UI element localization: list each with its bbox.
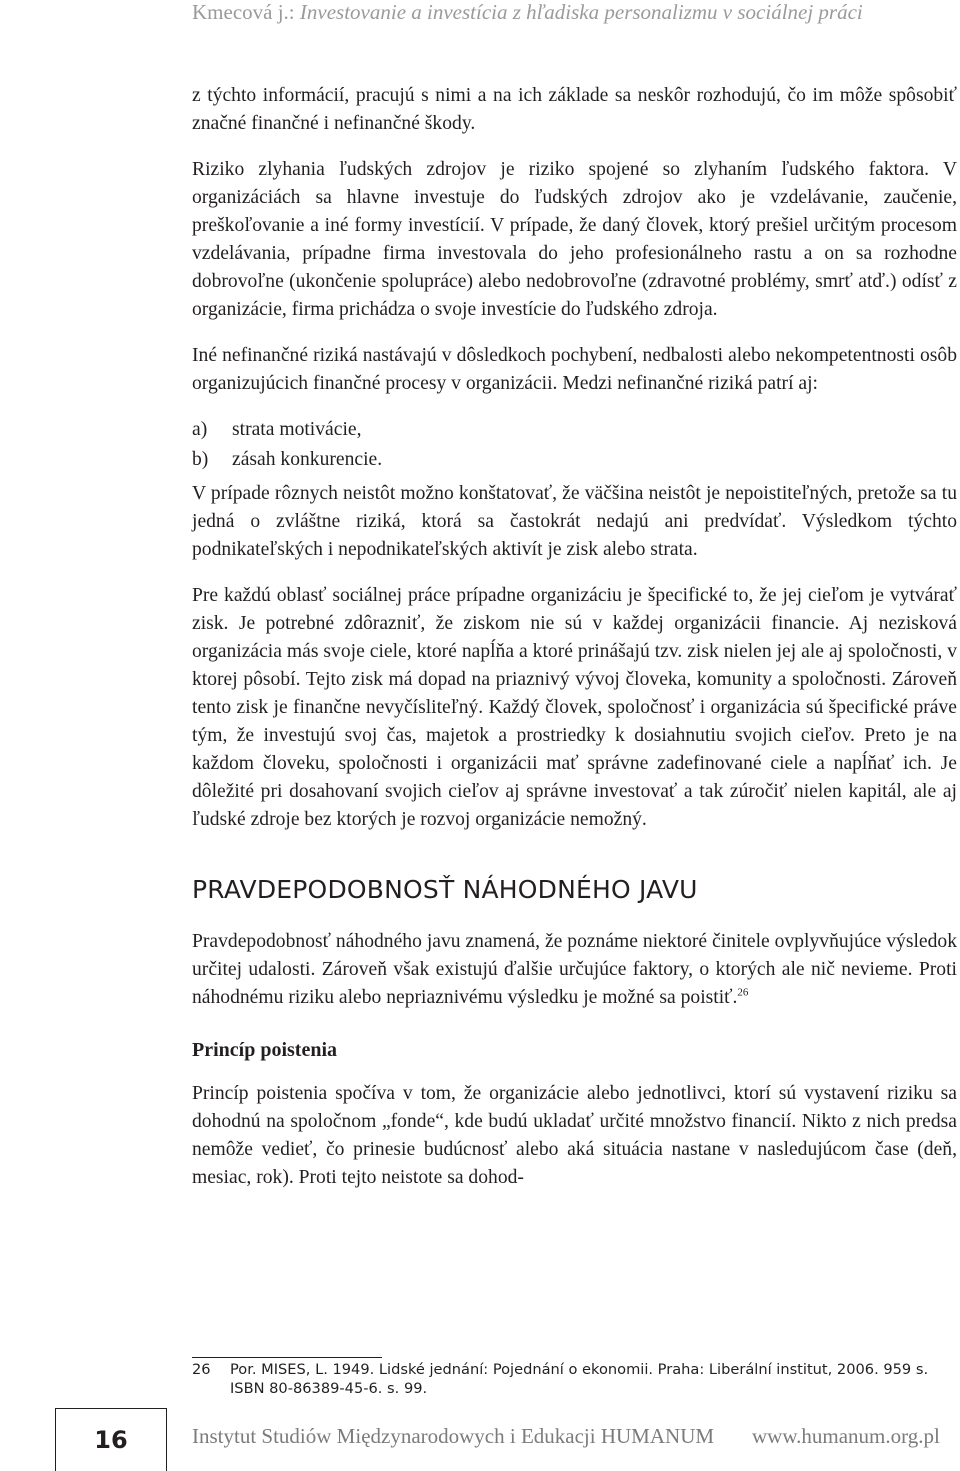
paragraph-3: Iné nefinančné riziká nastávajú v dôsledkoch pochybení, nedbalosti alebo nekompetentnosti osôb organizujúcich finančné procesy v organizácii. Medzi nefinančné riziká patrí aj: <box>192 345 957 394</box>
section-heading: PRAVDEPODOBNOSŤ NÁHODNÉHO JAVU <box>192 875 698 904</box>
paragraph-1: z týchto informácií, pracujú s nimi a na ich základe sa neskôr rozhodujú, čo im môže spôsobiť značné finančné i nefinančné škody. <box>192 85 957 134</box>
paragraph-4: V prípade rôznych neistôt možno konštatovať, že väčšina neistôt je nepoistiteľných, pretože sa tu jedná o zvláštne riziká, ktorá sa častokrát nedajú ani predvídať. Výsledkom týchto podnikateľských i nepodnikateľských aktivít je zisk alebo strata. <box>192 483 957 560</box>
list-marker: a) <box>192 419 208 440</box>
list-marker: b) <box>192 449 209 470</box>
paragraph-2: Riziko zlyhania ľudských zdrojov je riziko spojené so zlyhaním ľudského faktora. V organizáciách sa hlavne investuje do ľudských zdrojov ako je vzdelávanie, zaučenie, preškoľovanie a iné formy investícií. V prípade, že daný človek, ktorý prešiel určitým procesom vzdelávania, prípadne firma investovala do jeho profesionálneho rastu a on sa rozhodne dobrovoľne (ukončenie spolupráce) alebo nedobrovoľne (zdravotné problémy, smrť atď.) odísť z organizácie, firma prichádza o svoje investície do ľudského zdroja. <box>192 159 957 320</box>
footnote <box>192 1360 960 1398</box>
risk-list <box>192 416 957 474</box>
list-item-text: zásah konkurencie. <box>232 449 383 470</box>
header-title: Investovanie a investícia z hľadiska personalizmu v sociálnej práci <box>299 0 863 24</box>
list-item-text: strata motivácie, <box>232 419 362 440</box>
footnote-divider <box>192 1357 382 1358</box>
footnote-text: Por. MISES, L. 1949. Lidské jednání: Pojednání o ekonomii. Praha: Liberální institut, 2006. 959 s. ISBN 80-86389-45-6. s. 99. <box>230 1361 929 1397</box>
running-header <box>192 0 932 24</box>
page-number: 16 <box>55 1408 167 1471</box>
footer-institution: Instytut Studiów Międzynarodowych i Edukacji HUMANUM <box>192 1424 715 1448</box>
list-item <box>192 416 957 444</box>
paragraph-5: Pre každú oblasť sociálnej práce prípadne organizáciu je špecifické to, že jej cieľom je vytvárať zisk. Je potrebné zdôrazniť, že ziskom nie sú v každej organizácii financie. Aj nezisková organizácia más svoje ciele, ktoré napĺňa a ktoré prinášajú tzv. zisk nielen jej ale aj spoločnosti, v ktorej pôsobí. Tejto zisk má dopad na priaznivý vývoj človeka, komunity a spoločnosti. Zároveň tento zisk je finančne nevyčísliteľný. Každý človek, spoločnosť i organizácia sú špecifické práve tým, že investujú svoj čas, majetok a prostriedky k dosiahnutiu svojich cieľov. Preto je na každom človeku, spoločnosti i organizácii mať správne zadefinované ciele a napĺňať ich. Je dôležité pri dosahovaní svojich cieľov aj správne investovať a tak zúročiť nielen kapitál, ale aj ľudské zdroje bez ktorých je rozvoj organizácie nemožný. <box>192 585 957 830</box>
list-item <box>192 446 957 474</box>
footnote-number: 26 <box>192 1361 211 1378</box>
paragraph-6-text: Pravdepodobnosť náhodného javu znamená, že poznáme niektoré činitele ovplyvňujúce výsledok určitej udalosti. Zároveň však existujú ďalšie určujúce faktory, o ktorých ale nič nevieme. Proti náhodnému riziku alebo nepriaznivému výsledku je možné sa poistiť. <box>192 931 957 1008</box>
paragraph-6 <box>192 928 957 1012</box>
subsection-heading: Princíp poistenia <box>192 1039 338 1061</box>
paragraph-7: Princíp poistenia spočíva v tom, že organizácie alebo jednotlivci, ktorí sú vystavení riziku sa dohodnú na spoločnom „fonde“, kde budú ukladať určité množstvo financií. Nikto z nich predsa nemôže vedieť, čo prinesie budúcnosť alebo aká situácia nastane v nasledujúcom čase (deň, mesiac, rok). Proti tejto neistote sa dohod- <box>192 1083 957 1188</box>
footer-website-link[interactable]: www.humanum.org.pl <box>752 1424 940 1448</box>
page-body <box>192 82 957 1192</box>
header-author: Kmecová j.: <box>192 0 300 24</box>
footnote-reference[interactable]: 26 <box>737 986 749 999</box>
